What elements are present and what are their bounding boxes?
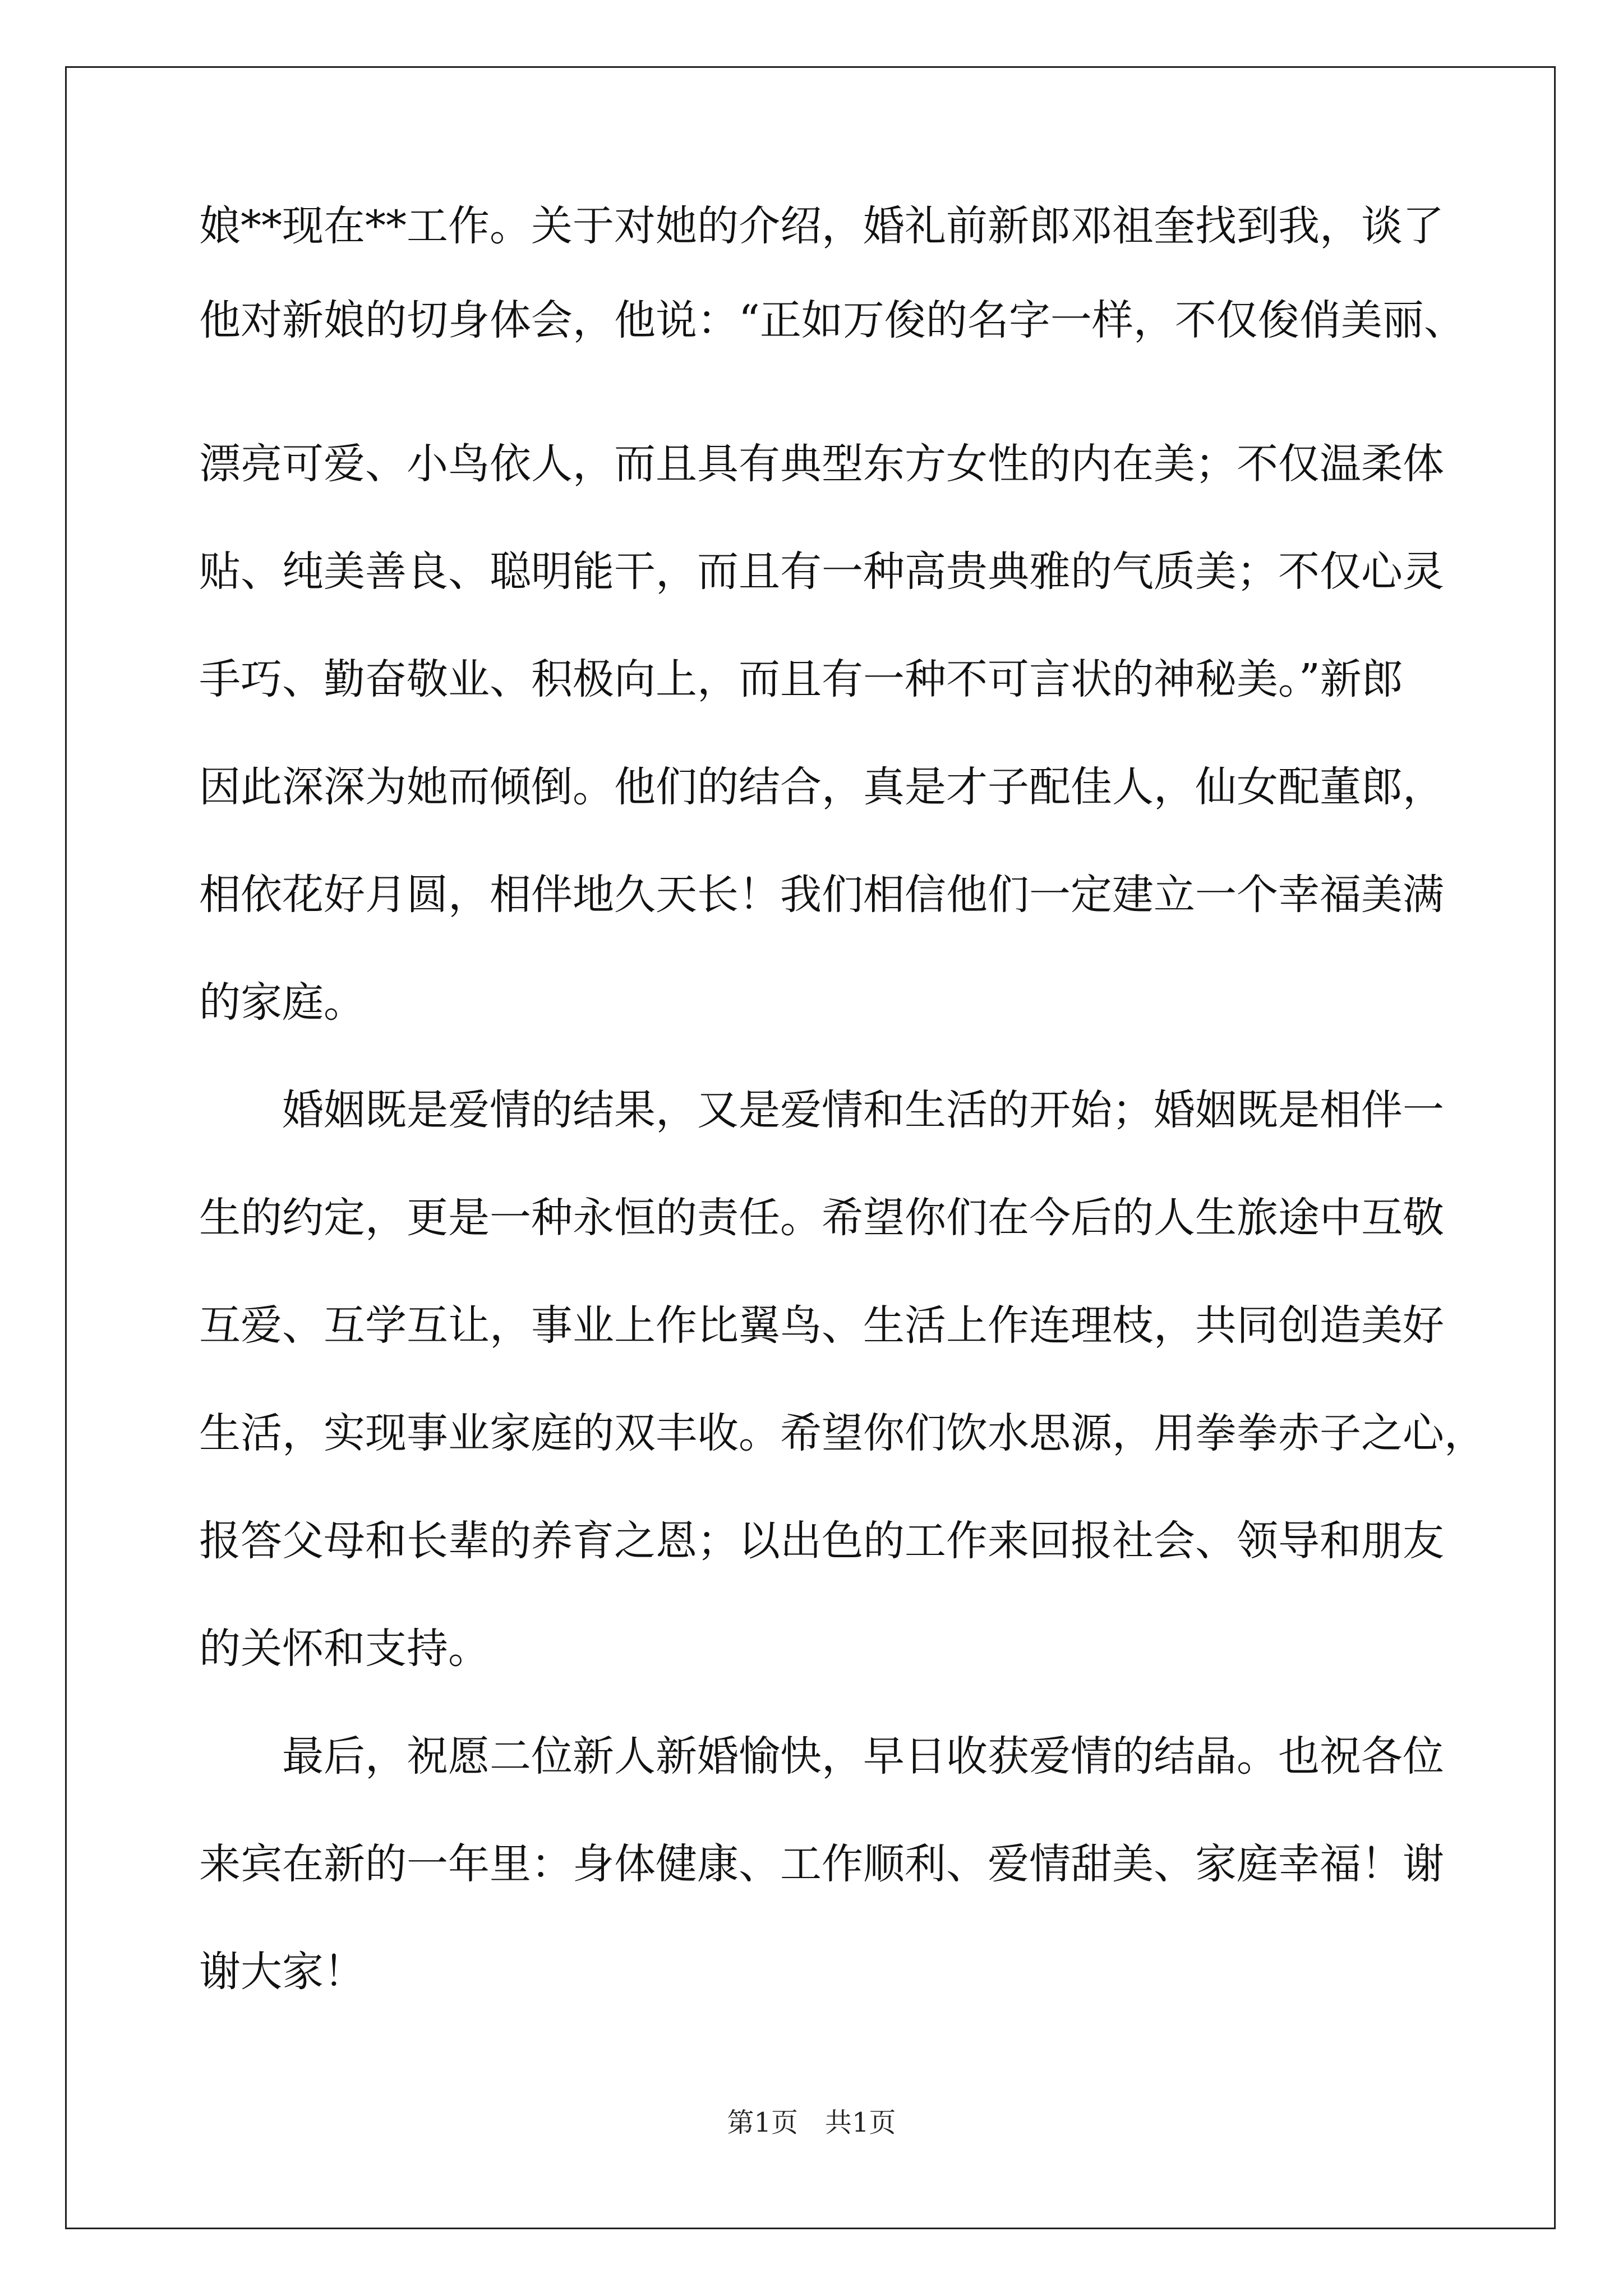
text-line: 贴、纯美善良、聪明能干，而且有一种高贵典雅的气质美；不仅心灵 [199,547,1444,596]
text-line: 漂亮可爱、小鸟依人，而且具有典型东方女性的内在美；不仅温柔体 [199,440,1444,488]
text-line: 谢大家！ [199,1948,365,1996]
text-line: 他对新娘的切身体会，他说：“正如万俊的名字一样，不仅俊俏美丽、 [199,296,1465,344]
text-line: 的关怀和支持。 [199,1625,490,1673]
text-line: 报答父母和长辈的养育之恩；以出色的工作来回报社会、领导和朋友 [199,1517,1444,1565]
text-line: 生活，实现事业家庭的双丰收。希望你们饮水思源，用拳拳赤子之心， [199,1409,1486,1457]
text-line: 互爱、互学互让，事业上作比翼鸟、生活上作连理枝，共同创造美好 [199,1301,1444,1350]
text-line: 因此深深为她而倾倒。他们的结合，真是才子配佳人，仙女配董郎， [199,763,1444,811]
text-line: 手巧、勤奋敬业、积极向上，而且有一种不可言状的神秘美。”新郎 [199,655,1403,703]
page-number-label: 第1页 共1页 [727,2107,896,2138]
text-line: 生的约定，更是一种永恒的责任。希望你们在今后的人生旅途中互敬 [199,1194,1444,1242]
text-line: 娘**现在**工作。关于对她的介绍，婚礼前新郎邓祖奎找到我，谈了 [199,202,1444,250]
text-line: 婚姻既是爱情的结果，又是爱情和生活的开始；婚姻既是相伴一 [199,1086,1444,1134]
page-border [65,66,1556,2229]
page-footer [0,2109,1623,2136]
text-line: 来宾在新的一年里：身体健康、工作顺利、爱情甜美、家庭幸福！谢 [199,1840,1444,1888]
text-line: 的家庭。 [199,978,365,1027]
text-line: 相依花好月圆，相伴地久天长！我们相信他们一定建立一个幸福美满 [199,871,1444,919]
text-line: 最后，祝愿二位新人新婚愉快，早日收获爱情的结晶。也祝各位 [199,1732,1444,1780]
